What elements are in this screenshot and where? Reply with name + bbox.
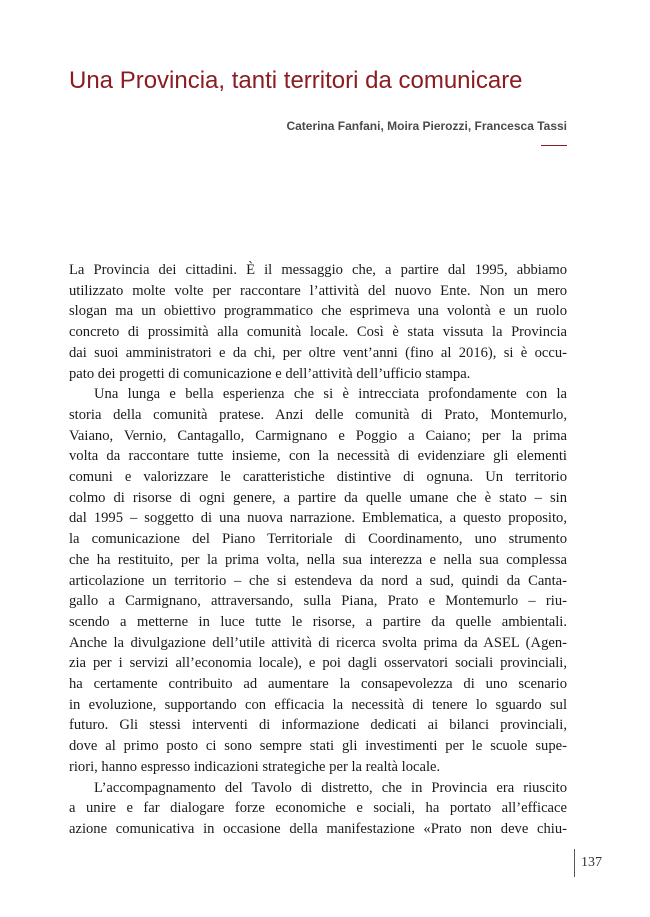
text-line: ha certamente contribuito ad aumentare la consapevolezza di uno scenario — [69, 676, 567, 693]
text-line: volta da raccontare tutte insieme, con la necessità di evidenziare gli elementi — [69, 448, 567, 465]
text-line: pato dei progetti di comunicazione e dell’attività dell’ufficio stampa. — [69, 365, 471, 382]
text-line: a unire e far dialogare forze economiche e sociali, ha portato all’efficace — [69, 800, 567, 817]
text-line: in evoluzione, supportando con efficacia la necessità di tenere lo sguardo sul — [69, 696, 567, 713]
text-line: Anche la divulgazione dell’utile attività di ricerca svolta prima da ASEL (Agen- — [69, 634, 567, 651]
text-line: la comunicazione del Piano Territoriale di Coordinamento, uno strumento — [69, 531, 567, 548]
text-line: Una lunga e bella esperienza che si è intrecciata profondamente con la — [94, 386, 567, 403]
text-line: scendo a metterne in luce tutte le risorse, a partire da quelle ambientali. — [69, 613, 567, 630]
text-line: futuro. Gli stessi interventi di informazione dedicati ai bilanci provinciali, — [69, 717, 567, 734]
authors-underline — [541, 145, 567, 146]
text-line: che ha restituito, per la prima volta, nella sua interezza e nella sua complessa — [69, 551, 567, 568]
chapter-authors: Caterina Fanfani, Moira Pierozzi, Francesca Tassi — [286, 119, 567, 133]
text-line: dove al primo posto ci sono sempre stati gli investimenti per le scuole supe- — [69, 738, 567, 755]
text-line: slogan ma un obiettivo programmatico che esprimeva una volontà e un ruolo — [69, 303, 567, 320]
text-line: dai suoi amministratori e da chi, per oltre vent’anni (fino al 2016), si è occu- — [69, 344, 567, 361]
text-line: articolazione un territorio – che si estendeva da nord a sud, quindi da Canta- — [69, 572, 567, 589]
text-line: riori, hanno espresso indicazioni strategiche per la realtà locale. — [69, 758, 441, 775]
page-number-rule — [574, 849, 575, 877]
text-line: dal 1995 – soggetto di una nuova narrazione. Emblematica, a questo proposito, — [69, 510, 567, 527]
text-line: L’accompagnamento del Tavolo di distretto, che in Provincia era riuscito — [94, 779, 567, 796]
text-line: colmo di risorse di ogni genere, a partire da quelle umane che è stato – sin — [69, 489, 567, 506]
text-line: comuni e valorizzare le caratteristiche distintive di ognuna. Un territorio — [69, 469, 567, 486]
text-line: La Provincia dei cittadini. È il messaggio che, a partire dal 1995, abbiamo — [69, 262, 567, 278]
chapter-title: Una Provincia, tanti territori da comunicare — [69, 67, 523, 94]
page-number: 137 — [581, 855, 602, 870]
text-line: gallo a Carmignano, attraversando, sulla Piana, Prato e Montemurlo – riu- — [69, 593, 567, 610]
text-line: azione comunicativa in occasione della manifestazione «Prato non deve chiu- — [69, 820, 567, 837]
text-line: Vaiano, Vernio, Cantagallo, Carmignano e Poggio a Caiano; per la prima — [69, 427, 567, 444]
text-line: concreto di prossimità alla comunità locale. Così è stata vissuta la Provincia — [69, 324, 567, 341]
text-line: zia per i servizi all’economia locale), e poi dagli osservatori sociali provinciali, — [69, 655, 567, 672]
text-line: storia della comunità pratese. Anzi delle comunità di Prato, Montemurlo, — [69, 406, 567, 423]
text-line: utilizzato molte volte per raccontare l’attività del nuovo Ente. Non un mero — [69, 282, 567, 299]
body-text — [69, 260, 567, 840]
